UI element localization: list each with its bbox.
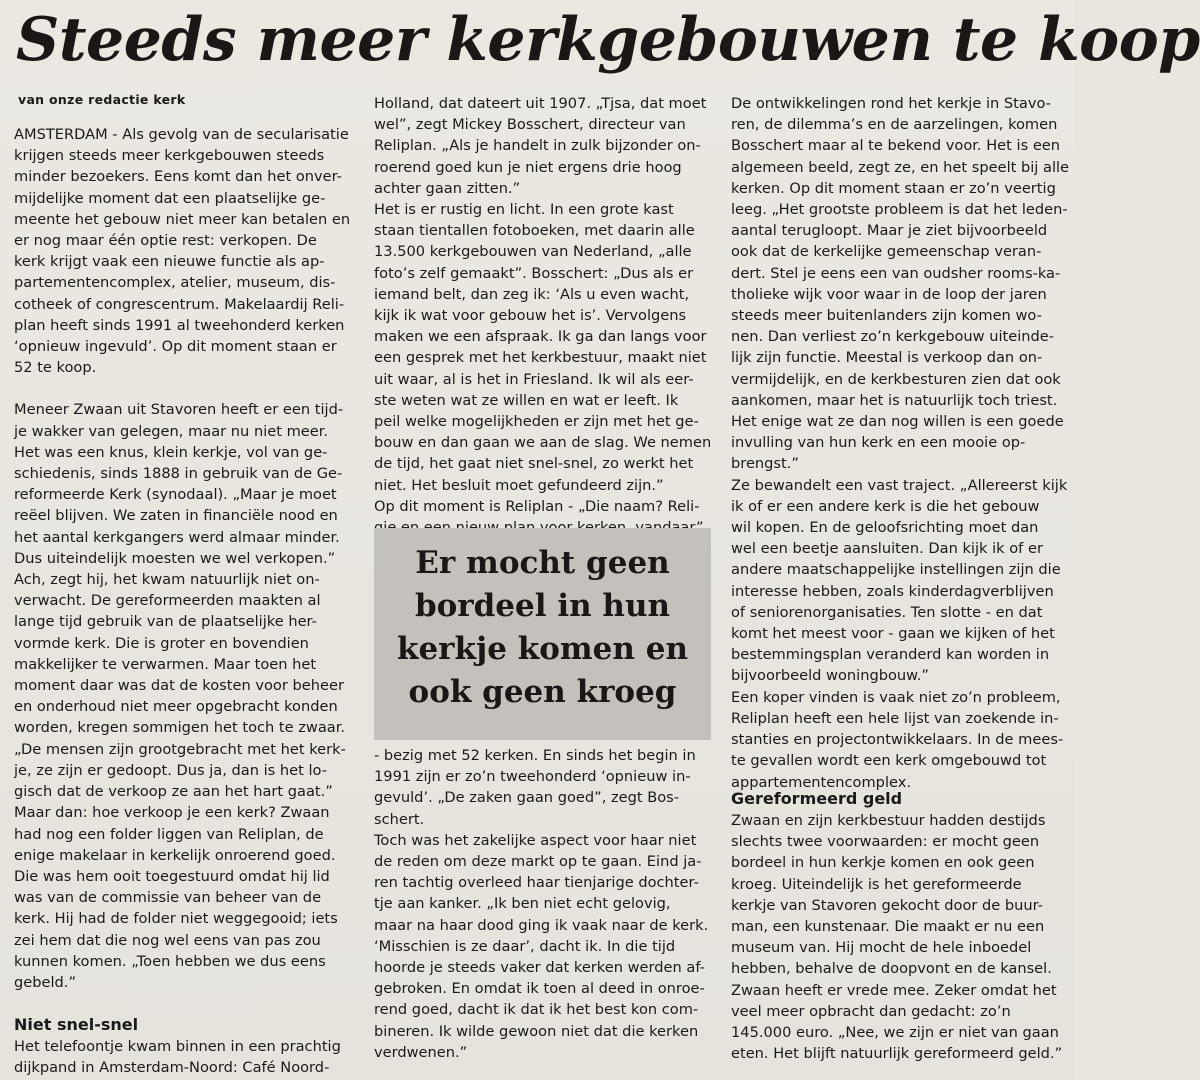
byline: van onze redactie kerk (18, 92, 186, 107)
paragraph: Een koper vinden is vaak niet zo’n probleem, Reliplan heeft een hele lijst van zoekende in- stanties en projectontwikkelaars. In de mees- te gevallen wordt een kerk omgebouwd tot appartementencomplex. (731, 688, 1064, 791)
column-3 (731, 93, 1071, 793)
paragraph-gap (14, 378, 358, 399)
pull-quote: Er mocht geen bordeel in hun kerkje komen en ook geen kroeg (396, 545, 689, 710)
paragraph: AMSTERDAM - Als gevolg van de secularisatie krijgen steeds meer kerkgebouwen steeds minder bezoekers. Eens komt dan het onver- mijdelijke moment dat een plaatselijke ge- meente het gebouw niet meer kan betalen en er nog maar één optie rest: verkopen. De kerk krijgt vaak een nieuwe functie als ap- partementencomplex, atelier, museum, dis- cotheek of congrescentrum. Makelaardij Reli- plan heeft sinds 1991 al tweehonderd kerken ‘opnieuw ingevuld’. Op dit moment staan er 52 te koop. (14, 126, 351, 377)
paragraph: Zwaan en zijn kerkbestuur hadden destijds slechts twee voorwaarden: er mocht geen bordeel in hun kerkje komen en ook geen kroeg. Uiteindelijk is het gereformeerde kerkje van Stavoren gekocht door de buur- man, een kunstenaar. Die maakt er nu een museum van. Hij mocht de hele inboedel hebben, behalve de doopvont en de kansel. Zwaan heeft er vrede mee. Zeker omdat het veel meer opbracht dan gedacht: zo’n 145.000 euro. „Nee, we zijn er niet van gaan eten. Het blijft natuurlijk gereformeerd geld.” (731, 812, 1063, 1063)
paragraph-gap (14, 993, 358, 1014)
paragraph: Toch was het zakelijke aspect voor haar niet de reden om deze markt op te gaan. Eind ja- ren tachtig overleed haar tienjarige dochter- tje aan kanker. „Ik ben niet echt gelovig, maar na haar dood ging ik vaak naar de kerk. ‘Misschien is ze daar’, dacht ik. In die tijd hoorde je steeds vaker dat kerken werden af- gebroken. En omdat ik toen al deed in onroe- rend goed, dacht ik dat ik het best kon com- bineren. Ik wilde gewoon niet dat die kerken verdwenen.” (374, 831, 709, 1061)
column-2-continued (374, 745, 714, 1063)
paragraph: Het telefoontje kwam binnen in een prachtig dijkpand in Amsterdam-Noord: Café Noord- (14, 1038, 341, 1077)
paragraph: Het is er rustig en licht. In een grote kast staan tientallen fotoboeken, met daarin alle 13.500 kerkgebouwen van Nederland, „alle foto’s zelf gemaakt”. Bosschert: „Dus als er iemand belt, dan zeg ik: ‘Als u even wacht, kijk ik wat voor gebouw het is’. Vervolgens maken we een afspraak. Ik ga dan langs voor een gesprek met het kerkbestuur, maakt niet uit waar, al is het in Friesland. Ik wil als eer- ste weten wat ze willen en wat er leeft. Ik peil welke mogelijkheden er zijn met het ge- bouw en dan gaan we aan de slag. We nemen de tijd, het gaat niet snel-snel, zo werkt het niet. Het besluit moet gefundeerd zijn.” (374, 201, 712, 494)
subheading: Gereformeerd geld (731, 789, 903, 808)
pull-quote-box (374, 528, 711, 740)
paragraph: Holland, dat dateert uit 1907. „Tjsa, dat moet wel”, zegt Mickey Bosschert, directeur van Reliplan. „Als je handelt in zulk bijzonder on- roerend goed kun je niet ergens drie hoog achter gaan zitten.” (374, 95, 707, 197)
subheading: Niet snel-snel (14, 1015, 139, 1035)
paragraph: - bezig met 52 kerken. En sinds het begin in 1991 zijn er zo’n tweehonderd ‘opnieuw in- gevuld’. „De zaken gaan goed”, zegt Bos- schert. (374, 747, 696, 828)
column-2 (374, 93, 714, 538)
column-3-continued (731, 788, 1071, 1064)
column-1 (14, 92, 358, 1079)
paragraph: De ontwikkelingen rond het kerkje in Stavo- ren, de dilemma’s en de aarzelingen, komen Bosschert maar al te bekend voor. Het is een algemeen beeld, zegt ze, en het speelt bij alle kerken. Op dit moment staan er zo’n veertig leeg. „Het grootste probleem is dat het leden- aantal terugloopt. Maar je ziet bijvoorbeeld ook dat de kerkelijke gemeenschap veran- dert. Stel je eens een van oudsher rooms-ka- tholieke wijk voor waar in de loop der jaren steeds meer buitenlanders zijn komen wo- nen. Dan verliest zo’n kerkgebouw uiteinde- lijk zijn functie. Meestal is verkoop dan on- vermijdelijk, en de kerkbesturen zien dat ook aankomen, maar het is natuurlijk toch triest. Het enige wat ze dan nog willen is een goede invulling van hun kerk en een mooie op- brengst.” (731, 95, 1070, 473)
paragraph: Op dit moment is Reliplan - „Die naam? Reli- (374, 497, 700, 515)
paragraph: Ze bewandelt een vast traject. „Allereerst kijk ik of er een andere kerk is die het gebouw wil kopen. En de geloofsrichting moet dan wel een beetje aansluiten. Dan kijk ik of er andere maatschappelijke instellingen zijn die interesse hebben, zoals kinderdagverblijven of seniorenorganisaties. Ten slotte - en dat komt het meest voor - gaan we kijken of het bestemmingsplan veranderd kan worden in bijvoorbeeld woningbouw.” (731, 476, 1068, 685)
paragraph: Meneer Zwaan uit Stavoren heeft er een tijd- je wakker van gelegen, maar nu niet meer. Het was een knus, klein kerkje, vol van ge- schiedenis, sinds 1888 in gebruik van de Ge- reformeerde Kerk (synodaal). „Maar je moet reëel blijven. We zaten in financiële nood en het aantal kerkgangers werd almaar minder. Dus uiteindelijk moesten we wel verkopen.” Ach, zegt hij, het kwam natuurlijk niet on- verwacht. De gereformeerden maakten al lange tijd gebruik van de plaatselijke her- vormde kerk. Die is groter en bovendien makkelijker te verwarmen. Maar toen het moment daar was dat de kosten voor beheer en onderhoud niet meer opgebracht konden worden, kregen sommigen het toch te zwaar. „De mensen zijn grootgebracht met het kerk- je, ze zijn er gedoopt. Dus ja, dan is het lo- gisch dat de verkoop ze aan het hart gaat.” Maar dan: hoe verkoop je een kerk? Zwaan had nog een folder liggen van Reliplan, de enige makelaar in kerkelijk onroerend goed. Die was hem ooit toegestuurd omdat hij lid was van de commissie van beheer van de kerk. Hij had de folder niet weggegooid; iets zei hem dat die nog wel eens van pas zou kunnen komen. „Toen hebben we dus eens gebeld.” (14, 401, 346, 991)
headline: Steeds meer kerkgebouwen te koop (16, 5, 1200, 75)
